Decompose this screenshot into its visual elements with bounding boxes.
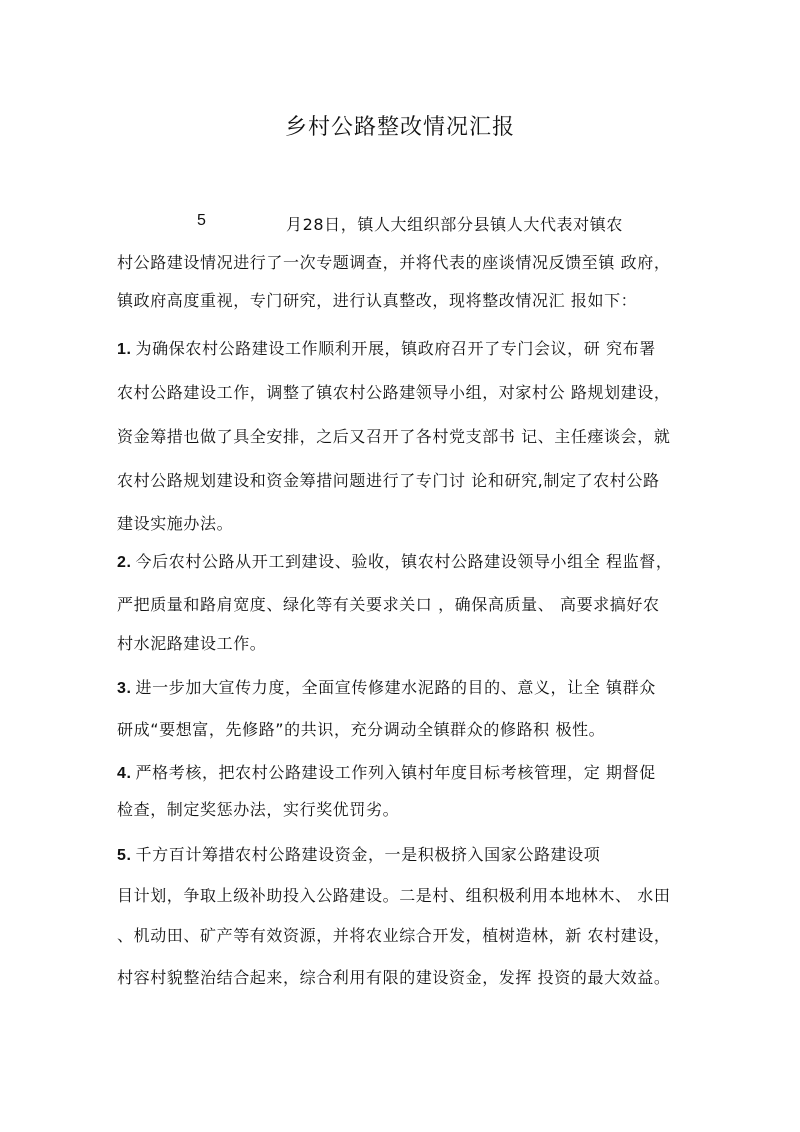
intro-first-line [0, 212, 800, 236]
item-2-line-1 [117, 552, 672, 573]
intro-line-2: 村公路建设情况进行了一次专题调查，并将代表的座谈情况反馈至镇 政府， [117, 253, 671, 272]
item-1-line-3: 资金筹措也做了具全安排，之后又召开了各村党支部书 记、主任瘗谈会，就 [117, 427, 671, 446]
intro-line-3: 镇政府高度重视，专门研究，进行认真整改，现将整改情况汇 报如下： [117, 291, 638, 310]
item-2-line-2: 严把质量和路肩宽度、绿化等有关要求关口 ，确保高质量、 高要求搞好农 [117, 595, 660, 614]
item-3-text-1: 进一步加大宣传力度，全面宣传修建水泥路的目的、意义，让全 镇群众 [135, 678, 656, 697]
item-4-text-1: 严格考核，把农村公路建设工作列入镇村年度目标考核管理，定 期督促 [135, 763, 656, 782]
item-4-line-2: 检查，制定奖惩办法，实行奖优罚劣。 [117, 800, 400, 819]
intro-line-1: 月28日，镇人大组织部分县镇人大代表对镇农 [286, 215, 623, 234]
item-2-line-3: 村水泥路建设工作。 [117, 634, 267, 653]
item-1-number: 1. [117, 341, 132, 358]
item-3-number: 3. [117, 680, 132, 697]
item-5-line-4: 村容村貌整治结合起来，综合利用有限的建设资金，发挥 投资的最大效益。 [117, 968, 671, 987]
intro-month: 5 [197, 212, 206, 229]
item-3-line-1 [117, 678, 656, 699]
item-1-line-2: 农村公路建设工作，调整了镇农村公路建领导小组，对家村公 路规划建设， [117, 383, 671, 402]
item-5-number: 5. [117, 847, 132, 864]
item-3-line-2: 研成“要想富，先修路”的共识，充分调动全镇群众的修路积 极性。 [117, 720, 606, 739]
item-4-line-1 [117, 763, 656, 784]
item-5-text-1: 千方百计筹措农村公路建设资金，一是积极挤入国家公路建设项 [135, 845, 601, 864]
document-title: 乡村公路整改情况汇报 [284, 115, 515, 140]
item-5-line-2: 目计划，争取上级补助投入公路建设。二是村、组积极利用本地林木、 水田 [117, 886, 671, 905]
item-2-text-1: 今后农村公路从开工到建设、验收，镇农村公路建设领导小组全 程监督， [135, 552, 673, 571]
item-1-line-5: 建设实施办法。 [117, 514, 234, 533]
item-1-text-1: 为确保农村公路建设工作顺利开展，镇政府召开了专门会议，研 究布署 [135, 339, 656, 358]
item-4-number: 4. [117, 765, 132, 782]
item-5-line-1 [117, 845, 600, 866]
item-5-line-3: 、机动田、矿产等有效资源，并将农业综合开发，植树造林，新 农村建设， [117, 926, 671, 945]
item-2-number: 2. [117, 554, 132, 571]
item-1-line-4: 农村公路规划建设和资金筹措问题进行了专门讨 论和研究,制定了农村公路 [117, 471, 660, 490]
item-1-line-1 [117, 339, 656, 360]
